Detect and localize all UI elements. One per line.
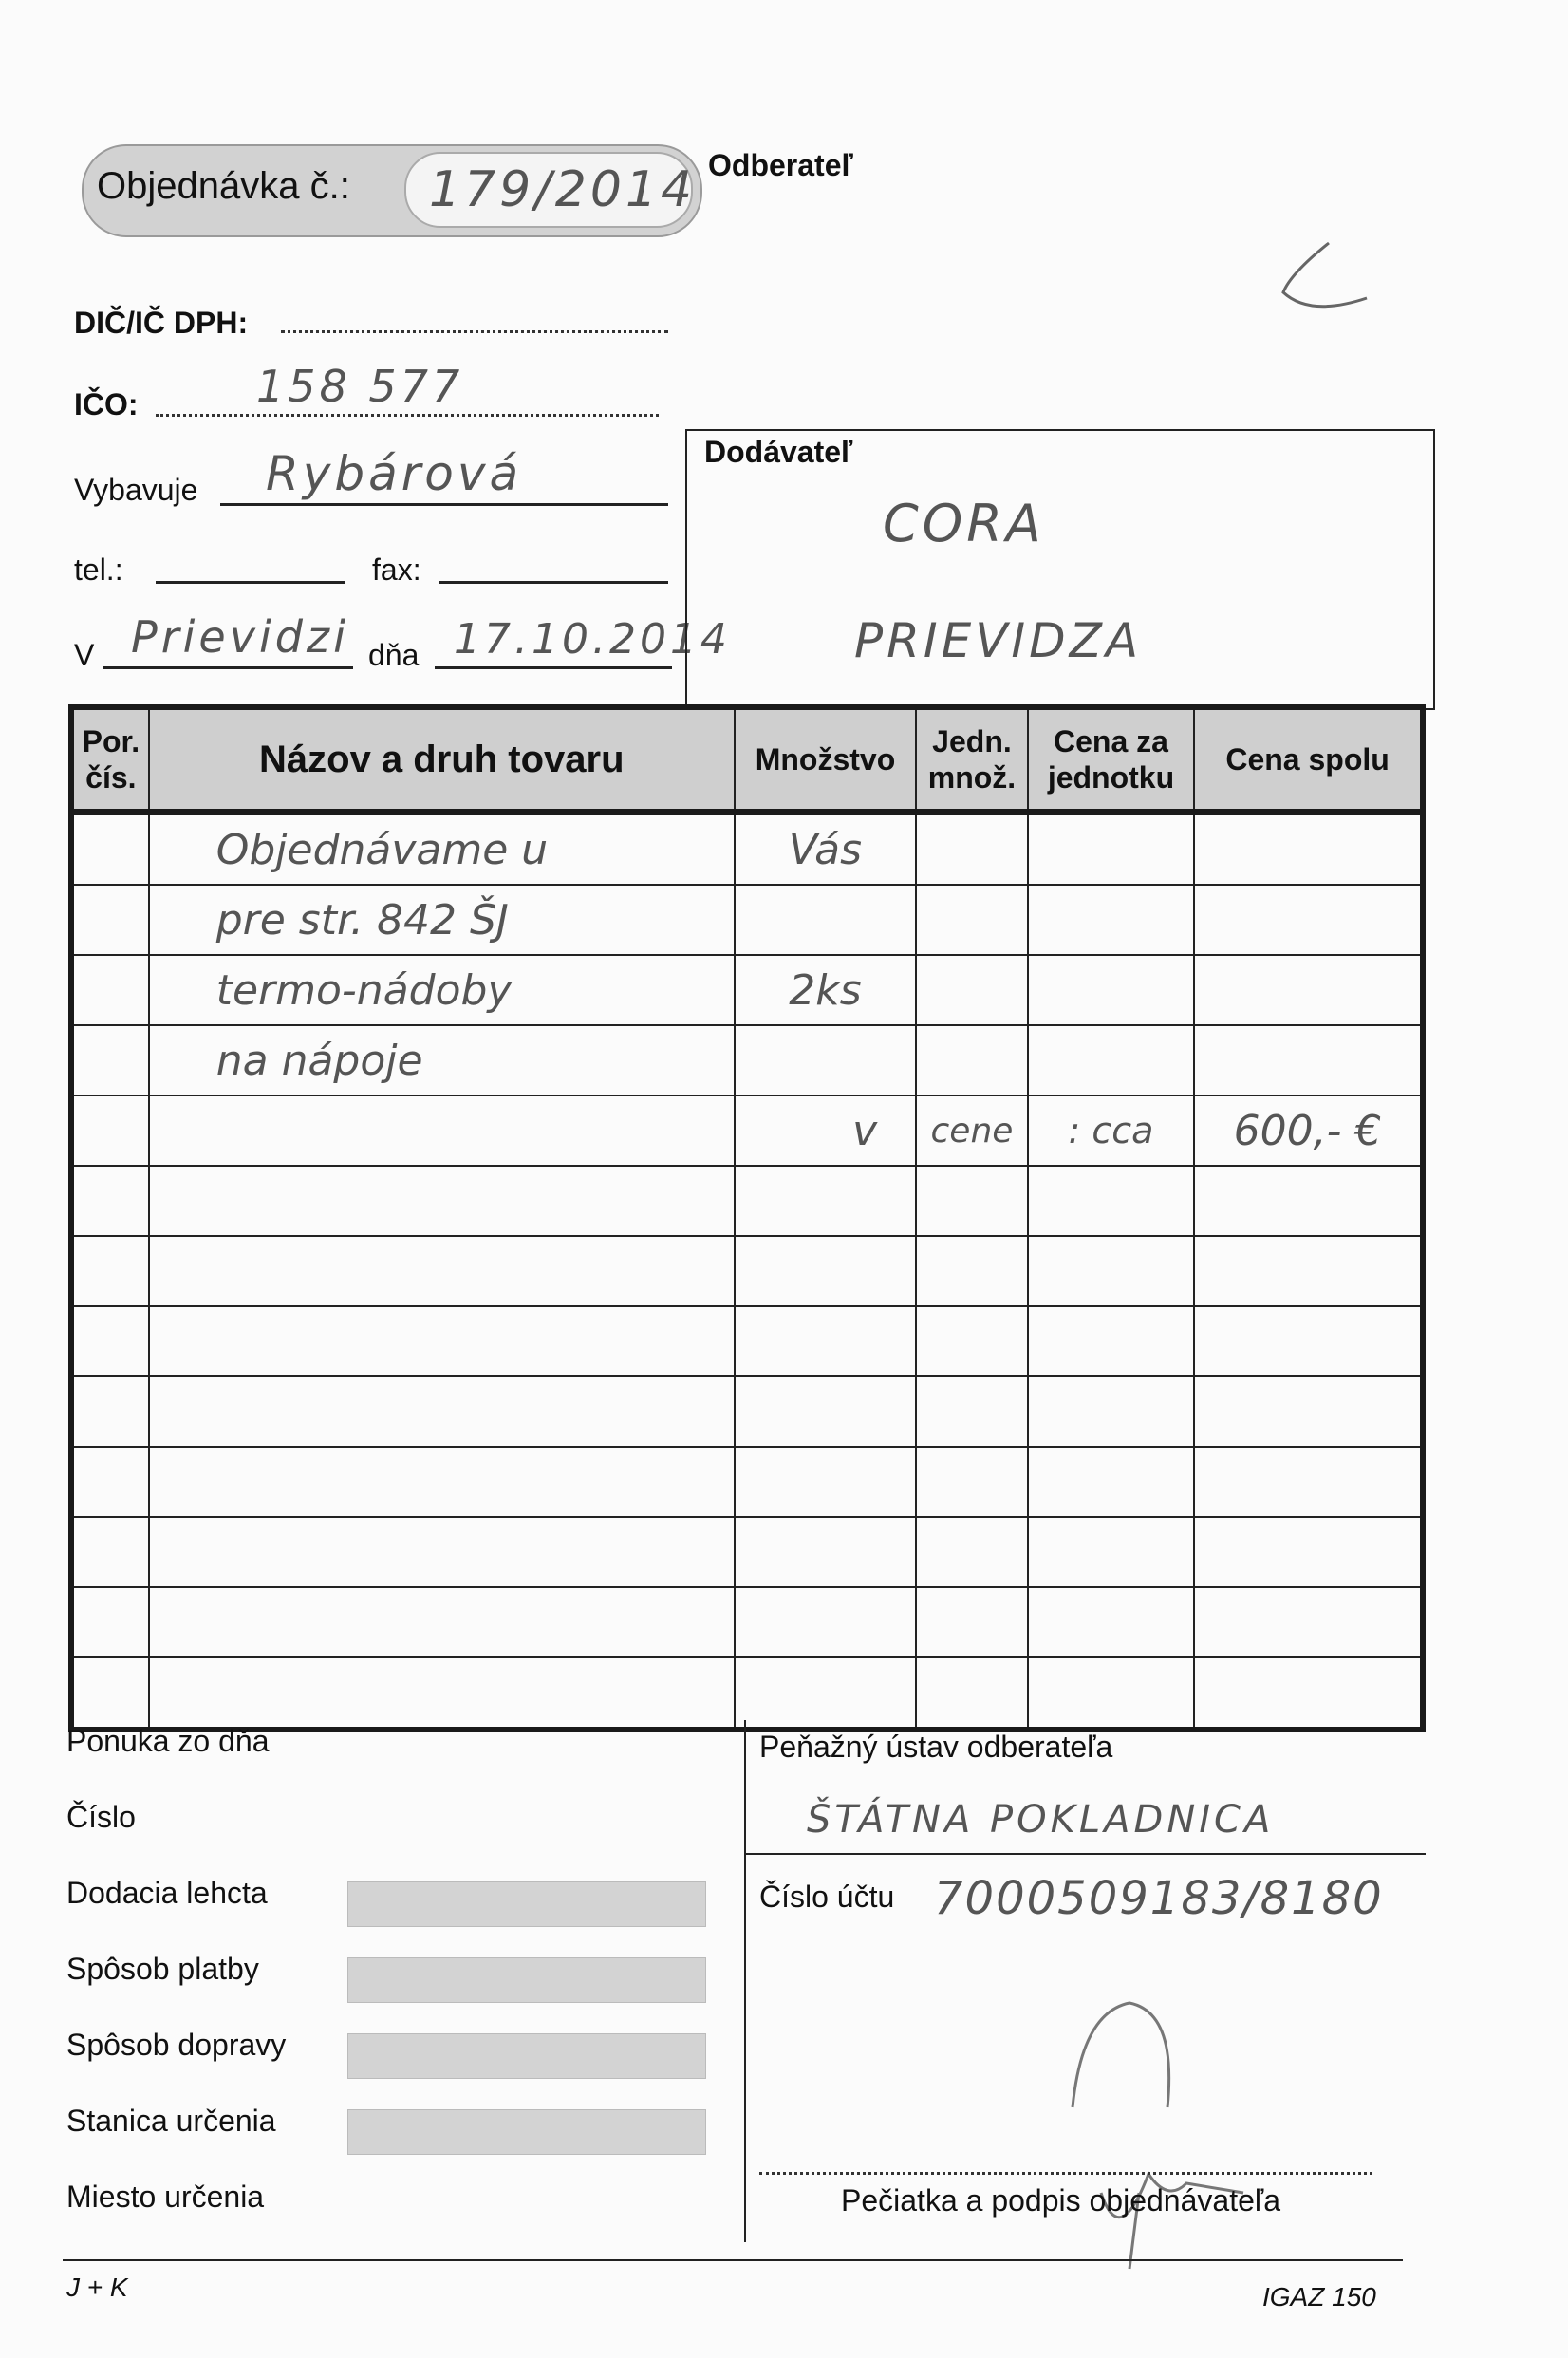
buyer-heading: Odberateľ xyxy=(708,148,853,182)
col-header-quantity: Množstvo xyxy=(735,707,916,813)
number-label: Číslo xyxy=(66,1800,136,1834)
station-label: Stanica určenia xyxy=(66,2104,276,2138)
cell xyxy=(1028,1587,1194,1657)
dic-field xyxy=(281,330,668,333)
place-label: V xyxy=(74,638,95,672)
cell: Objednávame u xyxy=(149,813,735,886)
cell xyxy=(71,1517,149,1587)
date-label: dňa xyxy=(368,638,420,672)
table-row xyxy=(71,1587,1423,1657)
cell xyxy=(1194,1587,1423,1657)
account-label: Číslo účtu xyxy=(759,1880,895,1914)
cell xyxy=(1194,1376,1423,1447)
cell xyxy=(71,1376,149,1447)
signature-icon xyxy=(1025,1974,1310,2278)
bank-value: ŠTÁTNA POKLADNICA xyxy=(807,1798,1275,1842)
cell xyxy=(1028,813,1194,886)
cell xyxy=(71,1025,149,1095)
cell xyxy=(1028,1025,1194,1095)
cell xyxy=(149,1376,735,1447)
date-field xyxy=(435,666,672,669)
place-value: Prievidzi xyxy=(131,611,349,663)
cell xyxy=(1194,1657,1423,1730)
cell: pre str. 842 ŠJ xyxy=(149,885,735,955)
check-mark-icon xyxy=(1272,235,1386,321)
cell xyxy=(71,885,149,955)
cell xyxy=(916,885,1028,955)
cell xyxy=(149,1657,735,1730)
delivery-term-field xyxy=(347,1881,706,1927)
cell xyxy=(916,1376,1028,1447)
table-row xyxy=(71,1517,1423,1587)
payment-method-field xyxy=(347,1957,706,2003)
bottom-line xyxy=(63,2259,1403,2261)
col-header-unit-price: Cena za jednotku xyxy=(1028,707,1194,813)
table-row xyxy=(71,1025,1423,1095)
date-value: 17.10.2014 xyxy=(454,615,731,664)
cell xyxy=(735,885,916,955)
handler-value: Rybárová xyxy=(266,446,523,501)
cell xyxy=(735,1306,916,1376)
cell xyxy=(71,1587,149,1657)
station-field xyxy=(347,2109,706,2155)
cell: termo-nádoby xyxy=(149,955,735,1025)
cell xyxy=(916,1025,1028,1095)
cell xyxy=(149,1306,735,1376)
cell: 2ks xyxy=(735,955,916,1025)
stamp-label: Pečiatka a podpis objednávateľa xyxy=(841,2183,1280,2218)
supplier-name: CORA xyxy=(883,494,1045,553)
cell xyxy=(735,1236,916,1306)
cell xyxy=(916,1447,1028,1517)
cell xyxy=(149,1517,735,1587)
order-label: Objednávka č.: xyxy=(97,165,350,207)
table-row xyxy=(71,813,1423,886)
cell: cene xyxy=(916,1095,1028,1166)
transport-method-field xyxy=(347,2033,706,2079)
cell xyxy=(735,1447,916,1517)
place-field xyxy=(103,666,353,669)
cell xyxy=(735,1166,916,1236)
table-row xyxy=(71,1166,1423,1236)
cell xyxy=(1194,1447,1423,1517)
table-row xyxy=(71,1447,1423,1517)
order-number-value: 179/2014 xyxy=(429,161,697,218)
account-value: 7000509183/8180 xyxy=(934,1872,1384,1925)
cell xyxy=(1028,1657,1194,1730)
items-table xyxy=(68,704,1426,1732)
payment-method-label: Spôsob platby xyxy=(66,1952,259,1986)
table-row xyxy=(71,1657,1423,1730)
cell xyxy=(1194,813,1423,886)
cell xyxy=(735,1517,916,1587)
cell: : cca xyxy=(1028,1095,1194,1166)
cell xyxy=(1194,1025,1423,1095)
table-row xyxy=(71,1306,1423,1376)
cell xyxy=(916,955,1028,1025)
dic-label: DIČ/IČ DPH: xyxy=(74,306,249,340)
delivery-term-label: Dodacia lehcta xyxy=(66,1876,268,1910)
table-row xyxy=(71,1376,1423,1447)
cell xyxy=(1194,1236,1423,1306)
col-header-number: Por. čís. xyxy=(71,707,149,813)
cell: v xyxy=(735,1095,916,1166)
table-row xyxy=(71,955,1423,1025)
fax-field xyxy=(439,581,668,584)
transport-method-label: Spôsob dopravy xyxy=(66,2028,287,2062)
cell xyxy=(916,1517,1028,1587)
cell xyxy=(916,1657,1028,1730)
cell xyxy=(1028,1306,1194,1376)
cell xyxy=(1028,1166,1194,1236)
table-row xyxy=(71,885,1423,955)
cell xyxy=(1028,1447,1194,1517)
cell xyxy=(916,813,1028,886)
fax-label: fax: xyxy=(372,552,421,587)
cell xyxy=(1194,1517,1423,1587)
cell xyxy=(1028,885,1194,955)
cell xyxy=(71,1306,149,1376)
cell xyxy=(1028,955,1194,1025)
bank-field xyxy=(746,1853,1426,1855)
cell xyxy=(735,1587,916,1657)
cell xyxy=(1028,1376,1194,1447)
cell: 600,- € xyxy=(1194,1095,1423,1166)
cell xyxy=(1194,1166,1423,1236)
cell xyxy=(1194,1306,1423,1376)
offer-date-label: Ponuka zo dňa xyxy=(66,1724,270,1758)
supplier-city: PRIEVIDZA xyxy=(854,613,1143,668)
cell xyxy=(71,813,149,886)
cell xyxy=(149,1236,735,1306)
ico-field xyxy=(156,414,659,417)
cell xyxy=(735,1376,916,1447)
col-header-item-name: Názov a druh tovaru xyxy=(149,707,735,813)
cell: na nápoje xyxy=(149,1025,735,1095)
bottom-left-code: J + K xyxy=(66,2273,128,2302)
table-row xyxy=(71,1095,1423,1166)
ico-value: 158 577 xyxy=(256,361,464,412)
cell xyxy=(71,1166,149,1236)
cell xyxy=(71,1095,149,1166)
cell xyxy=(149,1447,735,1517)
cell xyxy=(735,1657,916,1730)
tel-field xyxy=(156,581,345,584)
cell xyxy=(916,1306,1028,1376)
col-header-unit: Jedn. množ. xyxy=(916,707,1028,813)
form-code: IGAZ 150 xyxy=(1262,2282,1376,2311)
cell xyxy=(71,1657,149,1730)
table-row xyxy=(71,1236,1423,1306)
cell xyxy=(1028,1517,1194,1587)
signature-field xyxy=(759,2172,1372,2175)
cell xyxy=(71,955,149,1025)
cell xyxy=(71,1447,149,1517)
ico-label: IČO: xyxy=(74,387,139,421)
cell xyxy=(149,1587,735,1657)
cell xyxy=(149,1095,735,1166)
cell xyxy=(149,1166,735,1236)
cell xyxy=(1194,955,1423,1025)
cell xyxy=(1194,885,1423,955)
cell xyxy=(916,1166,1028,1236)
tel-label: tel.: xyxy=(74,552,123,587)
bank-label: Peňažný ústav odberateľa xyxy=(759,1730,1113,1764)
cell xyxy=(71,1236,149,1306)
handler-field xyxy=(220,503,668,506)
footer-divider xyxy=(744,1720,746,2242)
handler-label: Vybavuje xyxy=(74,473,198,507)
cell xyxy=(735,1025,916,1095)
supplier-heading: Dodávateľ xyxy=(704,435,853,469)
cell xyxy=(916,1587,1028,1657)
cell xyxy=(1028,1236,1194,1306)
cell: Vás xyxy=(735,813,916,886)
table-header-row xyxy=(71,707,1423,813)
col-header-total-price: Cena spolu xyxy=(1194,707,1423,813)
destination-label: Miesto určenia xyxy=(66,2180,265,2214)
cell xyxy=(916,1236,1028,1306)
